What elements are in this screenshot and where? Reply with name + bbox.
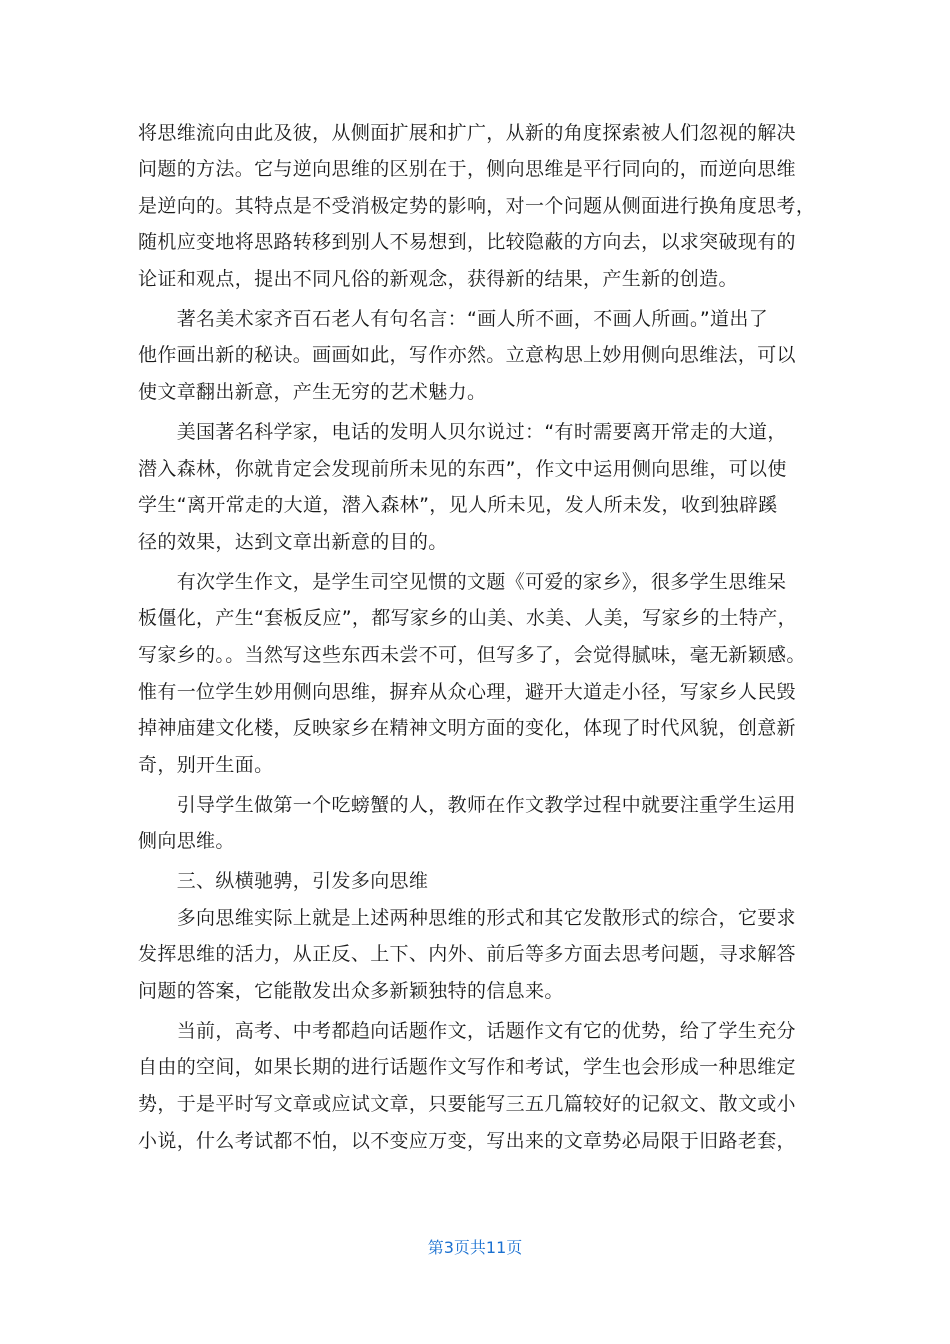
text-line: 多向思维实际上就是上述两种思维的形式和其它发散形式的综合，它要求	[138, 907, 796, 929]
text-line: 侧向思维。	[138, 830, 235, 852]
text-line: 有次学生作文，是学生司空见惯的文题《可爱的家乡》，很多学生思维呆	[138, 571, 787, 593]
page-number-footer: 第3页共11页	[427, 1238, 523, 1257]
text-line: 是逆向的。其特点是不受消极定势的影响，对一个问题从侧面进行换角度思考，	[138, 195, 816, 217]
text-line: 掉神庙建文化楼，反映家乡在精神文明方面的变化，体现了时代风貌，创意新	[138, 717, 796, 739]
text-line: 论证和观点，提出不同凡俗的新观念，获得新的结果，产生新的创造。	[138, 268, 738, 290]
text-line: 板僵化，产生“套板反应”，都写家乡的山美、水美、人美，写家乡的土特产，	[138, 607, 797, 629]
text-line: 写家乡的。。当然写这些东西未尝不可，但写多了，会觉得腻味，毫无新颖感。	[138, 644, 806, 666]
text-line: 小说，什么考试都不怕，以不变应万变，写出来的文章势必局限于旧路老套，	[138, 1130, 796, 1152]
text-line: 将思维流向由此及彼，从侧面扩展和扩广，从新的角度探索被人们忽视的解决	[138, 122, 796, 144]
text-line: 奇，别开生面。	[138, 754, 274, 776]
text-line: 势，于是平时写文章或应试文章，只要能写三五几篇较好的记叙文、散文或小	[138, 1093, 796, 1115]
text-line: 随机应变地将思路转移到别人不易想到，比较隐蔽的方向去，以求突破现有的	[138, 231, 796, 253]
text-line: 自由的空间，如果长期的进行话题作文写作和考试，学生也会形成一种思维定	[138, 1056, 796, 1078]
text-line: 径的效果，达到文章出新意的目的。	[138, 531, 448, 553]
text-line: 当前，高考、中考都趋向话题作文，话题作文有它的优势，给了学生充分	[138, 1020, 796, 1042]
text-line: 发挥思维的活力，从正反、上下、内外、前后等多方面去思考问题，寻求解答	[138, 943, 796, 965]
text-line: 学生“离开常走的大道，潜入森林”，见人所未见，发人所未发，收到独辟蹊	[138, 494, 778, 516]
text-line: 他作画出新的秘诀。画画如此，写作亦然。立意构思上妙用侧向思维法，可以	[138, 344, 796, 366]
text-line: 问题的答案，它能散发出众多新颖独特的信息来。	[138, 980, 564, 1002]
text-line: 使文章翻出新意，产生无穷的艺术魅力。	[138, 381, 487, 403]
text-line: 美国著名科学家，电话的发明人贝尔说过：“有时需要离开常走的大道，	[138, 421, 787, 443]
section-heading: 三、纵横驰骋，引发多向思维	[138, 870, 429, 892]
text-line: 引导学生做第一个吃螃蟹的人，教师在作文教学过程中就要注重学生运用	[138, 794, 796, 816]
text-line: 惟有一位学生妙用侧向思维，摒弃从众心理，避开大道走小径，写家乡人民毁	[138, 681, 796, 703]
text-line: 潜入森林，你就肯定会发现前所未见的东西”，作文中运用侧向思维，可以使	[138, 458, 787, 480]
text-line: 著名美术家齐百石老人有句名言：“画人所不画，不画人所画。”道出了	[138, 308, 769, 330]
text-line: 问题的方法。它与逆向思维的区别在于，侧向思维是平行同向的，而逆向思维	[138, 158, 796, 180]
